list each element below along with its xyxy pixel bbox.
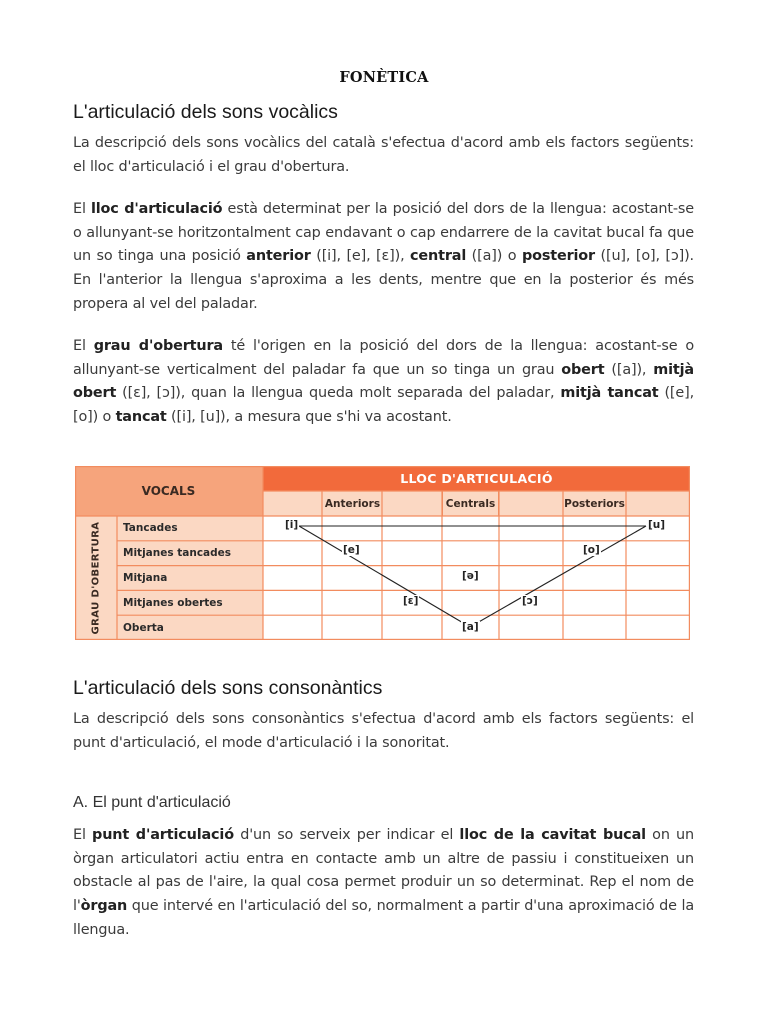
table-row-mitjana: Mitjana [117, 566, 263, 591]
paragraph-vowel-intro: La descripció dels sons vocàlics del català s'efectua d'acord amb els factors següents: el lloc d'articulació i el grau d'obertura. [73, 135, 694, 175]
vowel-e: [e] [343, 544, 360, 556]
heading-vowel-articulation: L'articulació dels sons vocàlics [73, 101, 338, 123]
bold-term: obert [561, 361, 605, 378]
table-col-posteriors: Posteriors [499, 491, 690, 516]
bold-term: òrgan [80, 898, 128, 915]
bold-term: mitjà tancat [560, 385, 659, 402]
vowel-schwa: [ə] [462, 570, 479, 582]
bold-term: punt d'articulació [92, 827, 234, 843]
bold-term: lloc d'articulació [90, 201, 223, 217]
vowel-open-e: [ɛ] [403, 595, 419, 607]
vowel-table [75, 466, 690, 640]
table-row-oberta: Oberta [117, 615, 263, 640]
paragraph-degree-of-opening: El grau d'obertura té l'origen en la posició del dors de la llengua: acostant-se o allunyant-se verticalment del paladar fa que un so tinga un grau obert ([a]), mitjà obert ([ɛ], [ɔ]), quan la llengua queda molt separada del paladar, mitjà tancat ([e], [o]) o tancat ([i], [u]), a mesura que s'hi va acostant. [73, 338, 694, 426]
page-title: FONÈTICA [339, 69, 429, 86]
table-row-mitjanes-obertes: Mitjanes obertes [117, 590, 263, 615]
vowel-u: [u] [648, 519, 666, 531]
bold-term: central [410, 248, 467, 265]
table-col-centrals: Centrals [442, 491, 499, 516]
bold-term: mitjà obert [73, 361, 694, 402]
heading-consonant-articulation: L'articulació dels sons consonàntics [73, 677, 383, 699]
bold-term: grau d'obertura [93, 338, 223, 354]
bold-term: lloc de la cavitat bucal [459, 827, 646, 843]
bold-term: anterior [246, 248, 311, 265]
subheading-punt-articulacio: A. El punt d'articulació [73, 794, 231, 811]
table-col-anteriors: Anteriors [263, 491, 442, 516]
table-row-tancades: Tancades [117, 516, 263, 541]
table-header-place: LLOC D'ARTICULACIÓ [263, 466, 690, 491]
paragraph-consonant-intro: La descripció dels sons consonàntics s'efectua d'acord amb els factors següents: el punt d'articulació, el mode d'articulació i la sonoritat. [73, 711, 694, 751]
table-row-mitjanes-tancades: Mitjanes tancades [117, 541, 263, 566]
paragraph-punt-articulacio: El punt d'articulació d'un so serveix per indicar el lloc de la cavitat bucal on un òrgan articulatori actiu entra en contacte amb un altre de passiu i constitueixen un obstacle al pas de l'aire, la qual cosa permet produir un so determinat. Rep el nom de l'òrgan que intervé en l'articulació del so, normalment a partir d'una aproximació de la llengua. [73, 827, 694, 938]
vowel-o: [o] [583, 544, 600, 556]
vowel-a: [a] [462, 621, 479, 633]
paragraph-place-of-articulation: El lloc d'articulació està determinat per la posició del dors de la llengua: acostant-se o allunyant-se horitzontalment cap endavant o cap endarrere de la cavitat bucal fa que un so tinga una posició anterior ([i], [e], [ɛ]), central ([a]) o posterior ([u], [o], [ɔ]). En l'anterior la llengua s'aproxima a les dents, mentre que en la posterior és més propera al vel del paladar. [73, 201, 694, 312]
bold-term: posterior [521, 248, 595, 265]
table-header-vocals: VOCALS [75, 466, 263, 516]
vowel-i: [i] [285, 519, 299, 531]
table-side-grau-label: GRAU D'OBERTURA [90, 521, 102, 635]
vowel-open-o: [ɔ] [522, 595, 538, 607]
bold-term: tancat [115, 409, 167, 426]
